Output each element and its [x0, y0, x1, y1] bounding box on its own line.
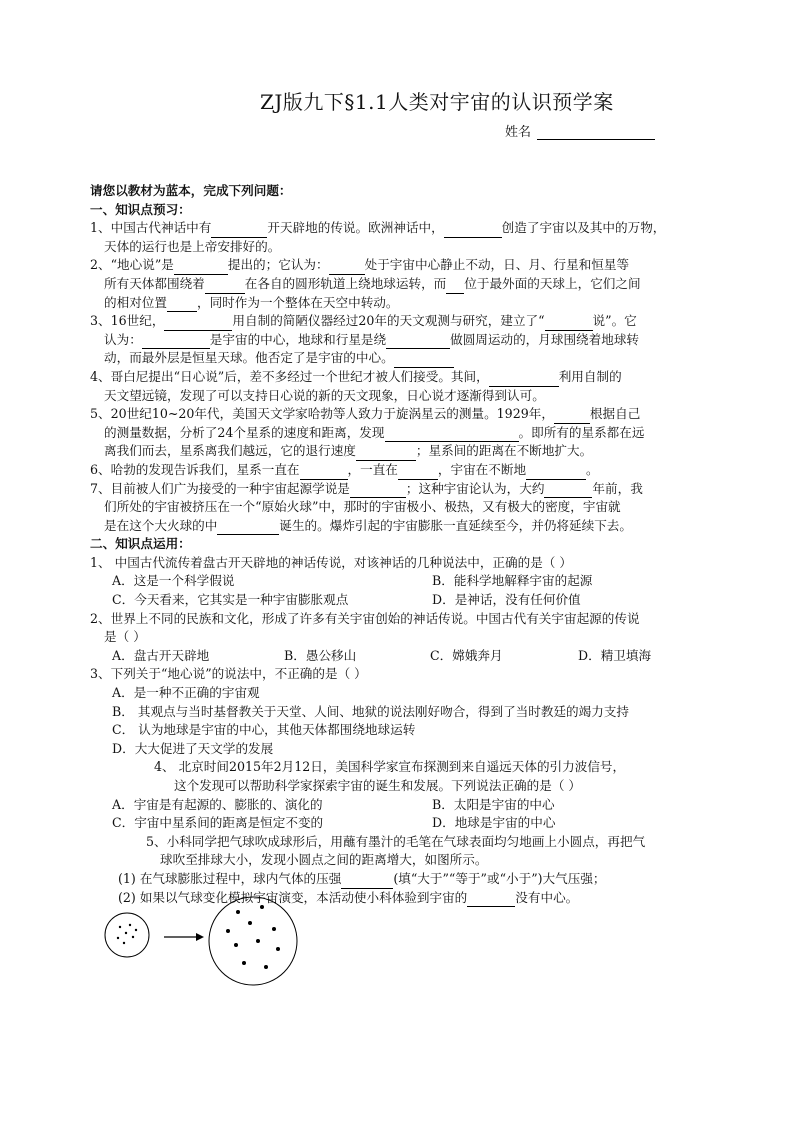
option[interactable]: A．盘古开天辟地: [112, 647, 210, 663]
s2-q1-options: [90, 591, 710, 610]
s2-q4-options: [90, 814, 710, 833]
option[interactable]: C．嫦娥奔月: [430, 647, 503, 663]
option[interactable]: B．愚公移山: [284, 647, 357, 663]
name-label: 姓名: [505, 125, 532, 140]
s2-q4-stem: 4、 北京时间2015年2月12日，美国科学家宣布探测到来自遥远天体的引力波信号，: [154, 759, 626, 775]
s1-q3-cont: 认为： 是宇宙的中心，地球和行星是绕 做圆周运动的，月球围绕着地球转: [90, 331, 710, 350]
s1-q7-cont: 们所处的宇宙被挤压在一个“原始火球”中，那时的宇宙极小、极热，又有极大的密度，宇宙就: [104, 499, 621, 515]
s2-q4-options: [90, 796, 710, 815]
s2-q5-stem: 5、小科同学把气球吹成球形后，用蘸有墨汁的毛笔在气球表面均匀地画上小圆点，再把气: [146, 833, 646, 849]
arrow-head-icon: [196, 933, 204, 941]
page-title: ZJ版九下§1.1人类对宇宙的认识预学案: [260, 90, 614, 114]
option[interactable]: D．精卫填海: [578, 647, 652, 663]
name-blank[interactable]: [537, 127, 655, 140]
instruction: 请您以教材为蓝本，完成下列问题：: [90, 183, 292, 198]
s2-q2-stem-cont: 是（ ）: [104, 629, 146, 645]
section2-heading: 二、知识点运用：: [90, 536, 191, 552]
option[interactable]: A．宇宙是有起源的、膨胀的、演化的: [112, 796, 323, 812]
option[interactable]: A．这是一个科学假说: [112, 573, 235, 589]
blank[interactable]: [544, 484, 592, 498]
s1-q7-cont2: 是在这个大火球的中 诞生的。爆炸引起的宇宙膨胀一直延续至今，并仍将延续下去。: [90, 517, 710, 536]
small-balloon-dots: [117, 924, 137, 944]
s1-q2-cont: 所有天体都围绕着 在各自的圆形轨道上绕地球运转，而 位于最外面的天球上，它们之间: [90, 275, 710, 294]
blank[interactable]: [211, 224, 267, 238]
option[interactable]: D．是神话，没有任何价值: [432, 592, 581, 608]
s1-q5-cont: 的测量数据，分析了24个星系的速度和距离，发现 。即所有的星系都在远: [90, 424, 710, 443]
option[interactable]: B． 其观点与当时基督教关于天堂、人间、地狱的说法刚好吻合，得到了当时教廷的竭力支持: [112, 703, 630, 719]
s1-q1-cont: 天体的运行也是上帝安排好的。: [104, 238, 281, 254]
section1-heading: 一、知识点预习：: [90, 201, 191, 217]
s1-q7: 7、目前被人们广为接受的一种宇宙起源学说是 ；这种宇宙论认为，大约 年前，我: [90, 480, 710, 499]
blank[interactable]: [444, 224, 502, 238]
s2-q1-stem: 1、 中国古代流传着盘古开天辟地的神话传说，对该神话的几种说法中，正确的是（ ）: [90, 554, 572, 570]
blank[interactable]: [164, 317, 232, 331]
s1-q1: 1、中国古代神话中有 开天辟地的传说。欧洲神话中， 创造了宇宙以及其中的万物，: [90, 219, 710, 238]
s2-q5-sub2: (2) 如果以气球变化模拟宇宙演变，本活动使小科体验到宇宙的 没有中心。: [90, 889, 710, 908]
blank[interactable]: [545, 317, 593, 331]
blank[interactable]: [356, 447, 416, 461]
worksheet-body: [90, 182, 710, 907]
blank[interactable]: [300, 466, 348, 480]
option[interactable]: C． 认为地球是宇宙的中心，其他天体都围绕地球运转: [112, 722, 416, 738]
blank[interactable]: [394, 354, 454, 368]
name-field: [505, 121, 655, 140]
blank[interactable]: [489, 373, 559, 387]
balloon-figure: [100, 885, 310, 995]
small-balloon: [105, 913, 149, 957]
blank[interactable]: [554, 410, 590, 424]
option[interactable]: B．太阳是宇宙的中心: [432, 796, 555, 812]
blank[interactable]: [385, 428, 519, 442]
s2-q5-stem-cont: 球吹至排球大小，发现小圆点之间的距离增大，如图所示。: [160, 852, 488, 868]
s1-q3: 3、16世纪， 用自制的简陋仪器经过20年的天文观测与研究，建立了“ 说”。它: [90, 312, 710, 331]
blank[interactable]: [174, 261, 228, 275]
blank[interactable]: [167, 298, 197, 312]
option[interactable]: B．能科学地解释宇宙的起源: [432, 573, 593, 589]
blank[interactable]: [350, 484, 406, 498]
option[interactable]: C．宇宙中星系间的距离是恒定不变的: [112, 815, 324, 831]
s1-q3-cont2: 动，而最外层是恒星天球。他否定了是宇宙的中心。: [90, 349, 710, 368]
s2-q2-options: [90, 647, 710, 666]
s2-q1-options: [90, 572, 710, 591]
option[interactable]: D．地球是宇宙的中心: [432, 815, 556, 831]
s2-q2-stem: 2、世界上不同的民族和文化，形成了许多有关宇宙创始的神话传说。中国古代有关宇宙起源的传说: [90, 610, 640, 626]
s2-q3-stem: 3、下列关于“地心说”的说法中，不正确的是（ ）: [90, 666, 367, 682]
blank[interactable]: [205, 280, 245, 294]
blank[interactable]: [329, 261, 365, 275]
s1-q4-cont: 天文望远镜，发现了可以支持日心说的新的天文现象，日心说才逐渐得到认可。: [104, 387, 545, 403]
s1-q2-cont2: 的相对位置 ，同时作为一个整体在天空中转动。: [90, 294, 710, 313]
blank[interactable]: [341, 875, 393, 889]
large-balloon-dots: [226, 905, 280, 969]
s1-q5: 5、20世纪10~20年代，美国天文学家哈勃等人致力于旋涡星云的测量。1929年， 根据自己: [90, 405, 710, 424]
s1-q5-cont2: 离我们而去，星系离我们越远，它的退行速度 ；星系间的距离在不断地扩大。: [90, 442, 710, 461]
option[interactable]: C．今天看来，它其实是一种宇宙膨胀观点: [112, 592, 349, 608]
s1-q4: 4、哥白尼提出“日心说”后，差不多经过一个世纪才被人们接受。其间， 利用自制的: [90, 368, 710, 387]
blank[interactable]: [398, 466, 438, 480]
blank[interactable]: [446, 280, 464, 294]
blank[interactable]: [467, 893, 515, 907]
s1-q2: 2、“地心说”是 提出的；它认为： 处于宇宙中心静止不动，日、月、行星和恒星等: [90, 256, 710, 275]
blank[interactable]: [217, 521, 279, 535]
blank[interactable]: [526, 466, 586, 480]
large-balloon: [209, 897, 297, 985]
blank[interactable]: [386, 335, 450, 349]
blank[interactable]: [142, 335, 210, 349]
s2-q4-stem-cont: 这个发现可以帮助科学家探索宇宙的诞生和发展。下列说法正确的是（ ）: [174, 778, 582, 793]
option[interactable]: A．是一种不正确的宇宙观: [112, 685, 260, 701]
s1-q6: 6、哈勃的发现告诉我们，星系一直在 ，一直在 ，宇宙在不断地 。: [90, 461, 710, 480]
option[interactable]: D．大大促进了天文学的发展: [112, 740, 274, 756]
s2-q5-sub1: (1) 在气球膨胀过程中，球内气体的压强 (填“大于”“等于”或“小于”)大气压强；: [90, 870, 710, 889]
